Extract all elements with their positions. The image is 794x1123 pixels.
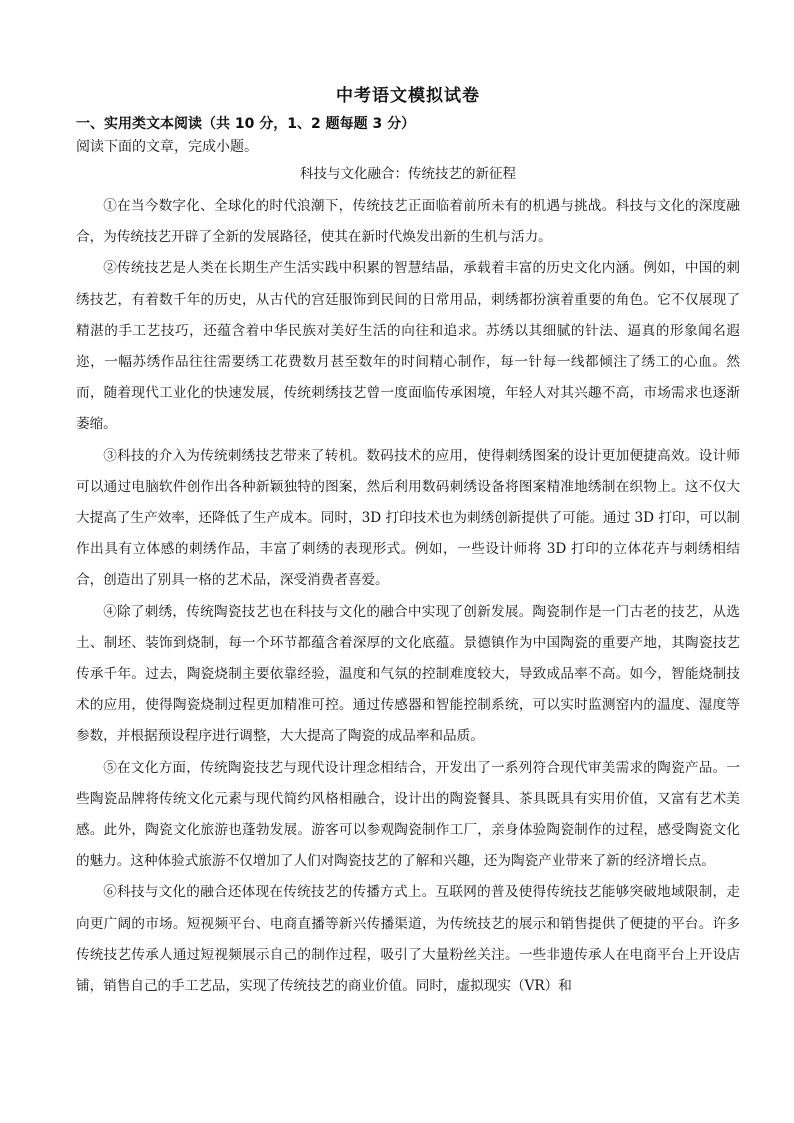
paragraph-5: ⑤在文化方面，传统陶瓷技艺与现代设计理念相结合，开发出了一系列符合现代审美需求的陶瓷产品。一些陶瓷品牌将传统文化元素与现代简约风格相融合，设计出的陶瓷餐具、茶具既具有实用价值，又富有艺术美感。此外，陶瓷文化旅游也蓬勃发展。游客可以参观陶瓷制作工厂，亲身体验陶瓷制作的过程，感受陶瓷文化的魅力。这种体验式旅游不仅增加了人们对陶瓷技艺的了解和兴趣，还为陶瓷产业带来了新的经济增长点。 [76, 759, 740, 870]
section-heading: 一、实用类文本阅读（共 10 分，1、2 题每题 3 分） [76, 116, 416, 132]
document-title: 中考语文模拟试卷 [336, 86, 480, 106]
paragraph-6: ⑥科技与文化的融合还体现在传统技艺的传播方式上。互联网的普及使得传统技艺能够突破地域限制，走向更广阔的市场。短视频平台、电商直播等新兴传播渠道，为传统技艺的展示和销售提供了便捷的平台。许多传统技艺传承人通过短视频展示自己的制作过程，吸引了大量粉丝关注。一些非遗传承人在电商平台上开设店铺，销售自己的手工艺品，实现了传统技艺的商业价值。同时，虚拟现实（VR）和 [76, 884, 740, 995]
paragraph-4: ④除了刺绣，传统陶瓷技艺也在科技与文化的融合中实现了创新发展。陶瓷制作是一门古老的技艺，从选土、制坯、装饰到烧制，每一个环节都蕴含着深厚的文化底蕴。景德镇作为中国陶瓷的重要产地，其陶瓷技艺传承千年。过去，陶瓷烧制主要依靠经验，温度和气氛的控制难度较大，导致成品率不高。如今，智能烧制技术的应用，使得陶瓷烧制过程更加精准可控。通过传感器和智能控制系统，可以实时监测窑内的温度、湿度等参数，并根据预设程序进行调整，大大提高了陶瓷的成品率和品质。 [76, 603, 740, 745]
paragraph-1: ①在当今数字化、全球化的时代浪潮下，传统技艺正面临着前所未有的机遇与挑战。科技与文化的深度融合，为传统技艺开辟了全新的发展路径，使其在新时代焕发出新的生机与活力。 [76, 198, 740, 246]
exam-page [76, 84, 740, 1002]
reading-instruction: 阅读下面的文章，完成小题。 [76, 139, 258, 155]
paragraph-2: ②传统技艺是人类在长期生产生活实践中积累的智慧结晶，承载着丰富的历史文化内涵。例如，中国的刺绣技艺，有着数千年的历史，从古代的宫廷服饰到民间的日常用品，刺绣都扮演着重要的角色。它不仅展现了精湛的手工艺技巧，还蕴含着中华民族对美好生活的向往和追求。苏绣以其细腻的针法、逼真的形象闻名遐迩，一幅苏绣作品往往需要绣工花费数月甚至数年的时间精心制作，每一针每一线都倾注了绣工的心血。然而，随着现代工业化的快速发展，传统刺绣技艺曾一度面临传承困境，年轻人对其兴趣不高，市场需求也逐渐萎缩。 [76, 260, 740, 433]
article-title: 科技与文化融合：传统技艺的新征程 [300, 166, 516, 182]
paragraph-3: ③科技的介入为传统刺绣技艺带来了转机。数码技术的应用，使得刺绣图案的设计更加便捷高效。设计师可以通过电脑软件创作出各种新颖独特的图案，然后利用数码刺绣设备将图案精准地绣制在织物上。这不仅大大提高了生产效率，还降低了生产成本。同时，3D 打印技术也为刺绣创新提供了可能。通过 3D 打印，可以制作出具有立体感的刺绣作品，丰富了刺绣的表现形式。例如，一些设计师将 3D 打印的立体花卉与刺绣相结合，创造出了别具一格的艺术品，深受消费者喜爱。 [76, 447, 740, 589]
